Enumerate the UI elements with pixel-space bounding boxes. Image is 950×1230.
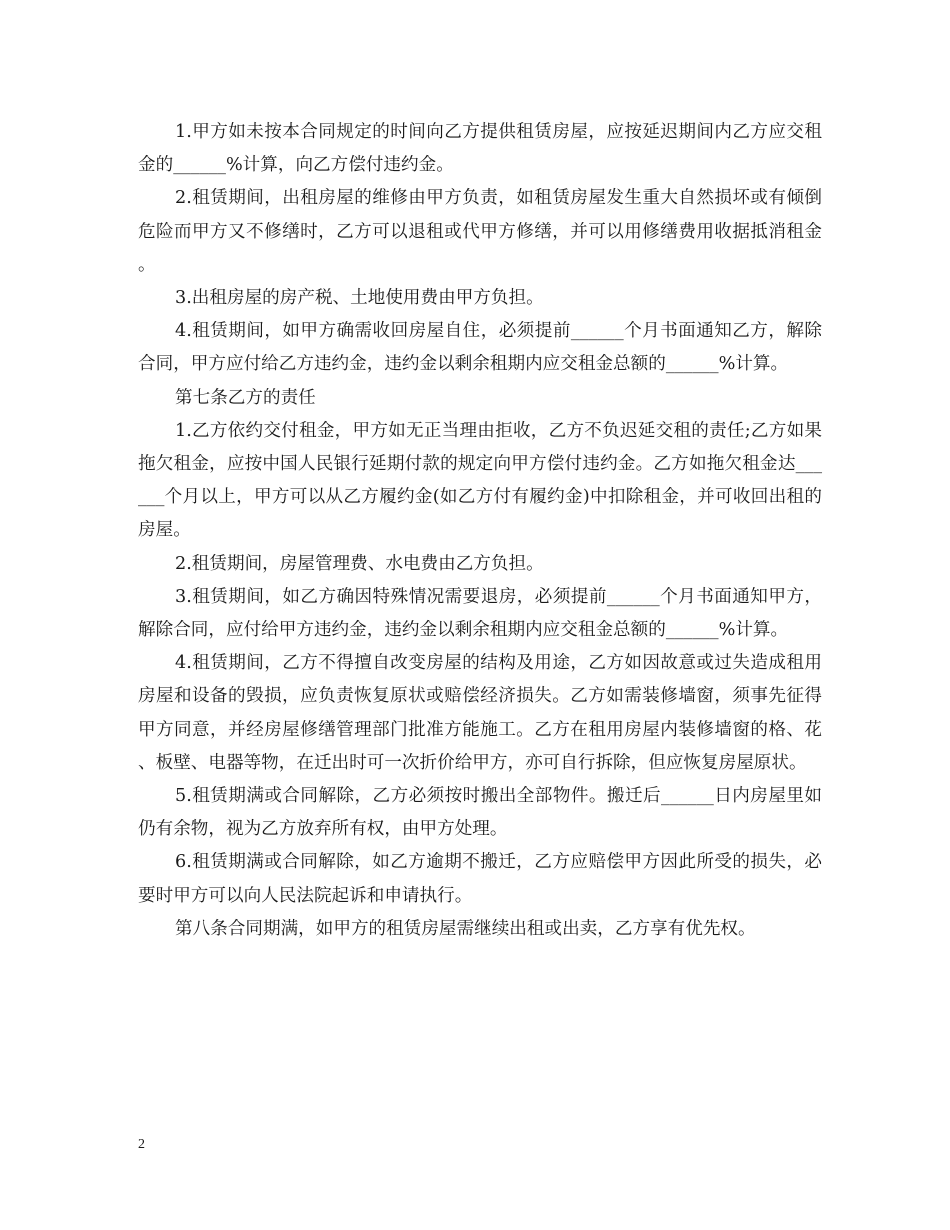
clause-paragraph: 4.租赁期间，如甲方确需收回房屋自住，必须提前______个月书面通知乙方，解除合同，甲方应付给乙方违约金，违约金以剩余租期内应交租金总额的______%计算。 xyxy=(138,321,822,375)
clause-paragraph: 1.乙方依约交付租金，甲方如无正当理由拒收，乙方不负迟延交租的责任;乙方如果拖欠租金，应按中国人民银行延期付款的规定向甲方偿付违约金。乙方如拖欠租金达______个月以上，甲方可以从乙方履约金(如乙方付有履约金)中扣除租金，并可收回出租的房屋。 xyxy=(138,420,822,541)
page-number: 2 xyxy=(138,1137,145,1152)
clause-paragraph: 4.租赁期间，乙方不得擅自改变房屋的结构及用途，乙方如因故意或过失造成租用房屋和设备的毁损，应负责恢复原状或赔偿经济损失。乙方如需装修墙窗，须事先征得甲方同意，并经房屋修缮管理部门批准方能施工。乙方在租用房屋内装修墙窗的格、花、板壁、电器等物，在迁出时可一次折价给甲方，亦可自行拆除，但应恢复房屋原状。 xyxy=(138,653,822,773)
clause-paragraph: 2.租赁期间，出租房屋的维修由甲方负责，如租赁房屋发生重大自然损坏或有倾倒危险而甲方又不修缮时，乙方可以退租或代甲方修缮，并可以用修缮费用收据抵消租金。 xyxy=(138,188,822,275)
clause-paragraph: 6.租赁期满或合同解除，如乙方逾期不搬迁，乙方应赔偿甲方因此所受的损失，必要时甲方可以向人民法院起诉和申请执行。 xyxy=(138,852,822,906)
document-body xyxy=(138,116,822,946)
clause-paragraph: 5.租赁期满或合同解除，乙方必须按时搬出全部物件。搬迁后______日内房屋里如仍有余物，视为乙方放弃所有权，由甲方处理。 xyxy=(138,786,822,840)
section-heading: 第七条乙方的责任 xyxy=(175,387,316,408)
clause-paragraph: 2.租赁期间，房屋管理费、水电费由乙方负担。 xyxy=(175,553,544,574)
clause-paragraph: 3.出租房屋的房产税、土地使用费由甲方负担。 xyxy=(175,288,544,309)
clause-paragraph: 3.租赁期间，如乙方确因特殊情况需要退房，必须提前______个月书面通知甲方，解除合同，应付给甲方违约金，违约金以剩余租期内应交租金总额的______%计算。 xyxy=(138,586,822,641)
section-heading: 第八条合同期满，如甲方的租赁房屋需继续出租或出卖，乙方享有优先权。 xyxy=(175,918,756,939)
clause-paragraph: 1.甲方如未按本合同规定的时间向乙方提供租赁房屋，应按延迟期间内乙方应交租金的______%计算，向乙方偿付违约金。 xyxy=(138,122,822,176)
